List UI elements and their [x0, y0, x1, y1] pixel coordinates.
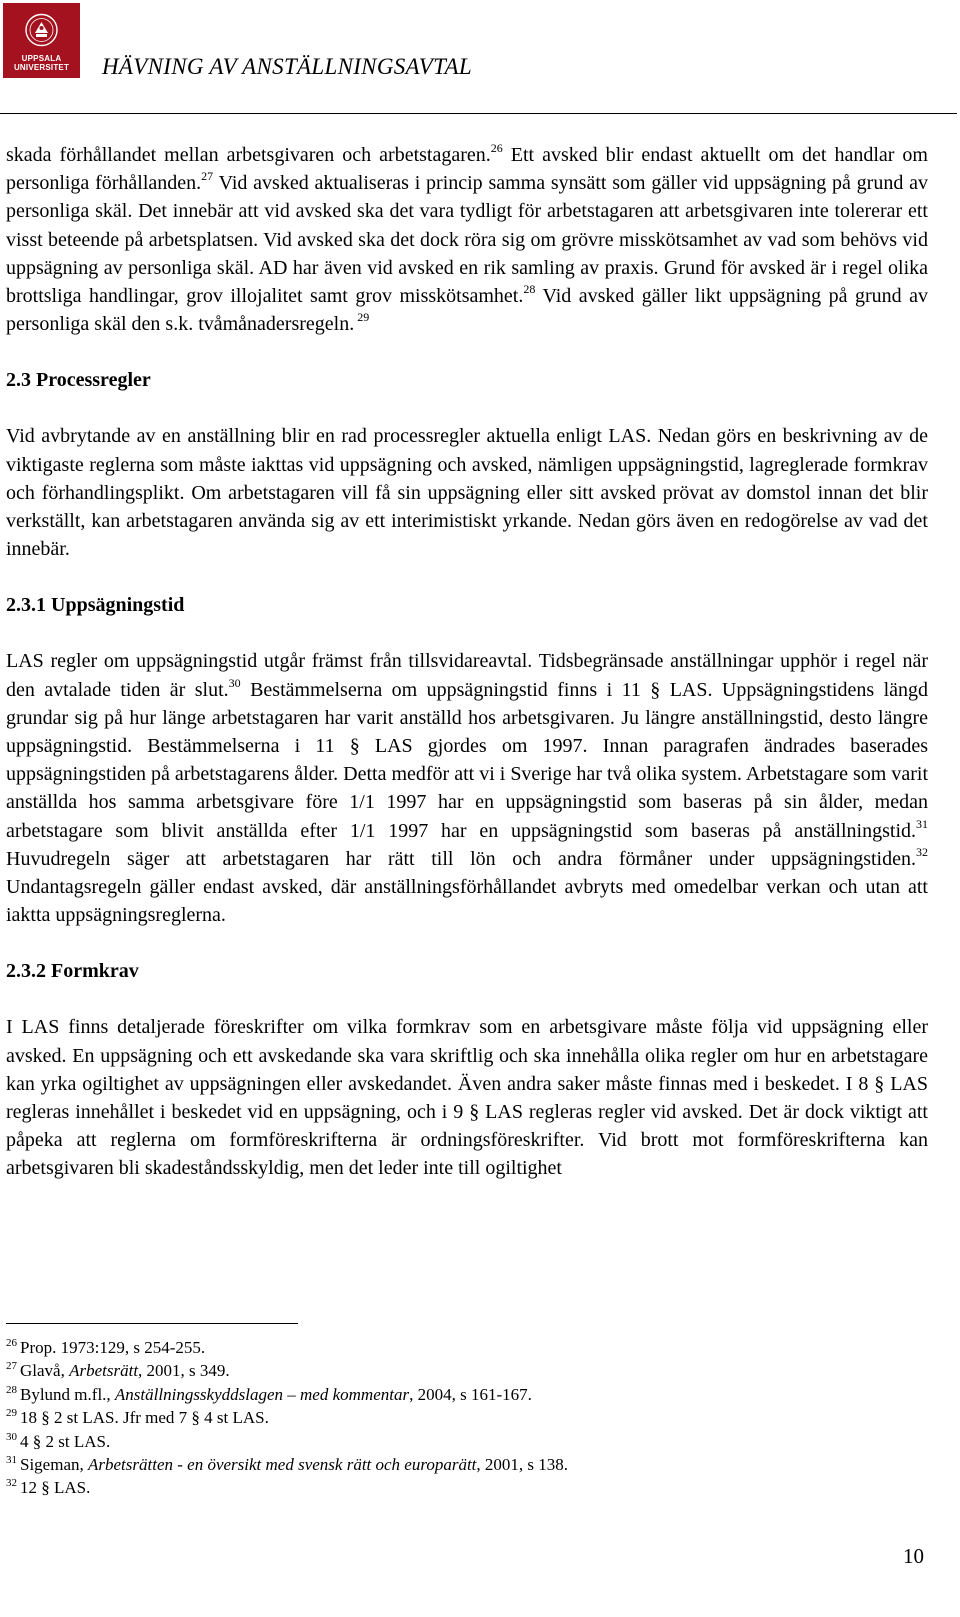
- text-run: skada förhållandet mellan arbetsgivaren och arbetstagaren.: [6, 144, 491, 166]
- footnote-ref-27[interactable]: 27: [201, 169, 214, 184]
- heading-uppsagningstid: 2.3.1 Uppsägningstid: [6, 594, 185, 617]
- logo-line-1: UPPSALA: [21, 54, 62, 63]
- footnote-ref-29[interactable]: 29: [354, 310, 370, 325]
- text-run: Ett avsked blir endast aktuellt om det handlar om personliga förhållanden.: [6, 144, 928, 195]
- heading-processregler: 2.3 Processregler: [6, 369, 151, 392]
- footnote-28: $^{28}$ Bylund m.fl., Anställningsskyddslagen – med kommentar, 2004, s 161-167.: [6, 1383, 532, 1404]
- text-run: LAS regler om uppsägningstid utgår främst från tillsvidareavtal. Tidsbegränsade anställningar upphör i regel när den avtalade tiden är slut.: [6, 650, 928, 701]
- footnote-26: $^{26}$ Prop. 1973:129, s 254-255.: [6, 1337, 206, 1357]
- paragraph-uppsagningstid: [6, 647, 928, 929]
- footnotes: [6, 1336, 906, 1500]
- footnote-ref-32[interactable]: 32: [916, 844, 928, 859]
- footnote-31: $^{31}$ Sigeman, Arbetsrätten - en översikt med svensk rätt och europarätt, 2001, s 138.: [6, 1454, 569, 1475]
- text-run: Huvudregeln säger att arbetstagaren har rätt till lön och andra förmåner under uppsägningstiden.: [6, 847, 916, 870]
- seal-icon: [25, 13, 58, 49]
- text-run: Vid avsked gäller likt uppsägning på grund av personliga skäl den s.k. tvåmånadersregeln.: [6, 285, 928, 336]
- page-header: [0, 0, 960, 118]
- footnote-29: $^{29}$ 18 § 2 st LAS. Jfr med 7 § 4 st LAS.: [6, 1407, 269, 1428]
- text-run: Undantagsregeln gäller endast avsked, där anställningsförhållandet avbryts med omedelbar verkan och utan att iaktta uppsägningsreglerna.: [6, 876, 928, 927]
- paragraph-processregler: Vid avbrytande av en anställning blir en rad processregler aktuella enligt LAS. Nedan görs en beskrivning av de viktigaste reglerna som måste iakttas vid uppsägning och avsked, nämligen uppsägningstid, lagreglerade formkrav och förhandlingsplikt. Om arbetstagaren vill få sin uppsägning eller sitt avsked prövat av domstol innan det blir verkställt, kan arbetstagaren använda sig av ett interimistiskt yrkande. Nedan görs även en redogörelse av vad det innebär.: [6, 425, 928, 561]
- footnote-ref-28[interactable]: 28: [523, 282, 536, 297]
- logo-line-2: UNIVERSITET: [13, 63, 70, 72]
- page-number: 10: [903, 1544, 924, 1568]
- footnote-32: $^{32}$ 12 § LAS.: [6, 1477, 91, 1498]
- running-title: HÄVNING AV ANSTÄLLNINGSAVTAL: [102, 54, 472, 79]
- footnote-ref-30[interactable]: 30: [228, 675, 241, 690]
- uppsala-university-logo: [3, 3, 80, 78]
- footnote-ref-31[interactable]: 31: [916, 816, 928, 831]
- footnote-ref-26[interactable]: 26: [490, 141, 503, 155]
- footnote-27: $^{27}$ Glavå, Arbetsrätt, 2001, s 349.: [6, 1360, 230, 1381]
- footnote-separator: [6, 1323, 298, 1324]
- paragraph-formkrav: I LAS finns detaljerade föreskrifter om vilka formkrav som en arbetsgivare måste följa vid uppsägning eller avsked. En uppsägning och ett avskedande ska vara skriftlig och ska innehålla olika regler om hur en arbetstagare kan yrka ogiltighet av uppsägningen eller avskedandet. Även andra saker måste finnas med i beskedet. I 8 § LAS regleras innehållet i beskedet vid en uppsägning, och i 9 § LAS regleras regler vid avsked. Det är dock viktigt att påpeka att reglerna om formföreskrifterna är ordningsföreskrifter. Vid brott mot formföreskrifterna kan arbetsgivaren bli skadeståndsskyldig, men det leder inte till ogiltighet: [6, 1016, 928, 1180]
- heading-formkrav: 2.3.2 Formkrav: [6, 960, 139, 983]
- text-run: Bestämmelserna om uppsägningstid finns i 11 § LAS. Uppsägningstidens längd grundar sig på hur länge arbetstagaren har varit anställd hos arbetsgivaren. Ju längre anställningstid, desto längre uppsägningstid. Bestämmelserna i 11 § LAS gjordes om 1997. Innan paragrafen ändrades baserades uppsägningstiden på arbetstagarens ålder. Detta medför att vi i Sverige har två olika system. Arbetstagare som varit anställda hos samma arbetsgivare före 1/1 1997 har en uppsägningstid som baseras på sin ålder, medan arbetstagare som blivit anställda efter 1/1 1997 har en uppsägningstid som baseras på anställningstid.: [6, 678, 928, 842]
- paragraph-avsked: [6, 141, 928, 338]
- footnote-30: $^{30}$ 4 § 2 st LAS.: [6, 1430, 111, 1451]
- document-body: [6, 141, 928, 1183]
- text-run: Vid avsked aktualiseras i princip samma synsätt som gäller vid uppsägning på grund av personliga skäl. Det innebär att vid avsked ska det vara tydligt för arbetstagaren att arbetsgivaren inte tolererar ett visst beteende på arbetsplatsen. Vid avsked ska det dock röra sig om grövre misskötsamhet av vad som behövs vid uppsägning av personliga skäl. AD har även vid avsked en rik samling av praxis. Grund för avsked är i regel olika brottsliga handlingar, grov illojalitet samt grov misskötsamhet.: [6, 172, 929, 308]
- header-rule: [0, 113, 957, 114]
